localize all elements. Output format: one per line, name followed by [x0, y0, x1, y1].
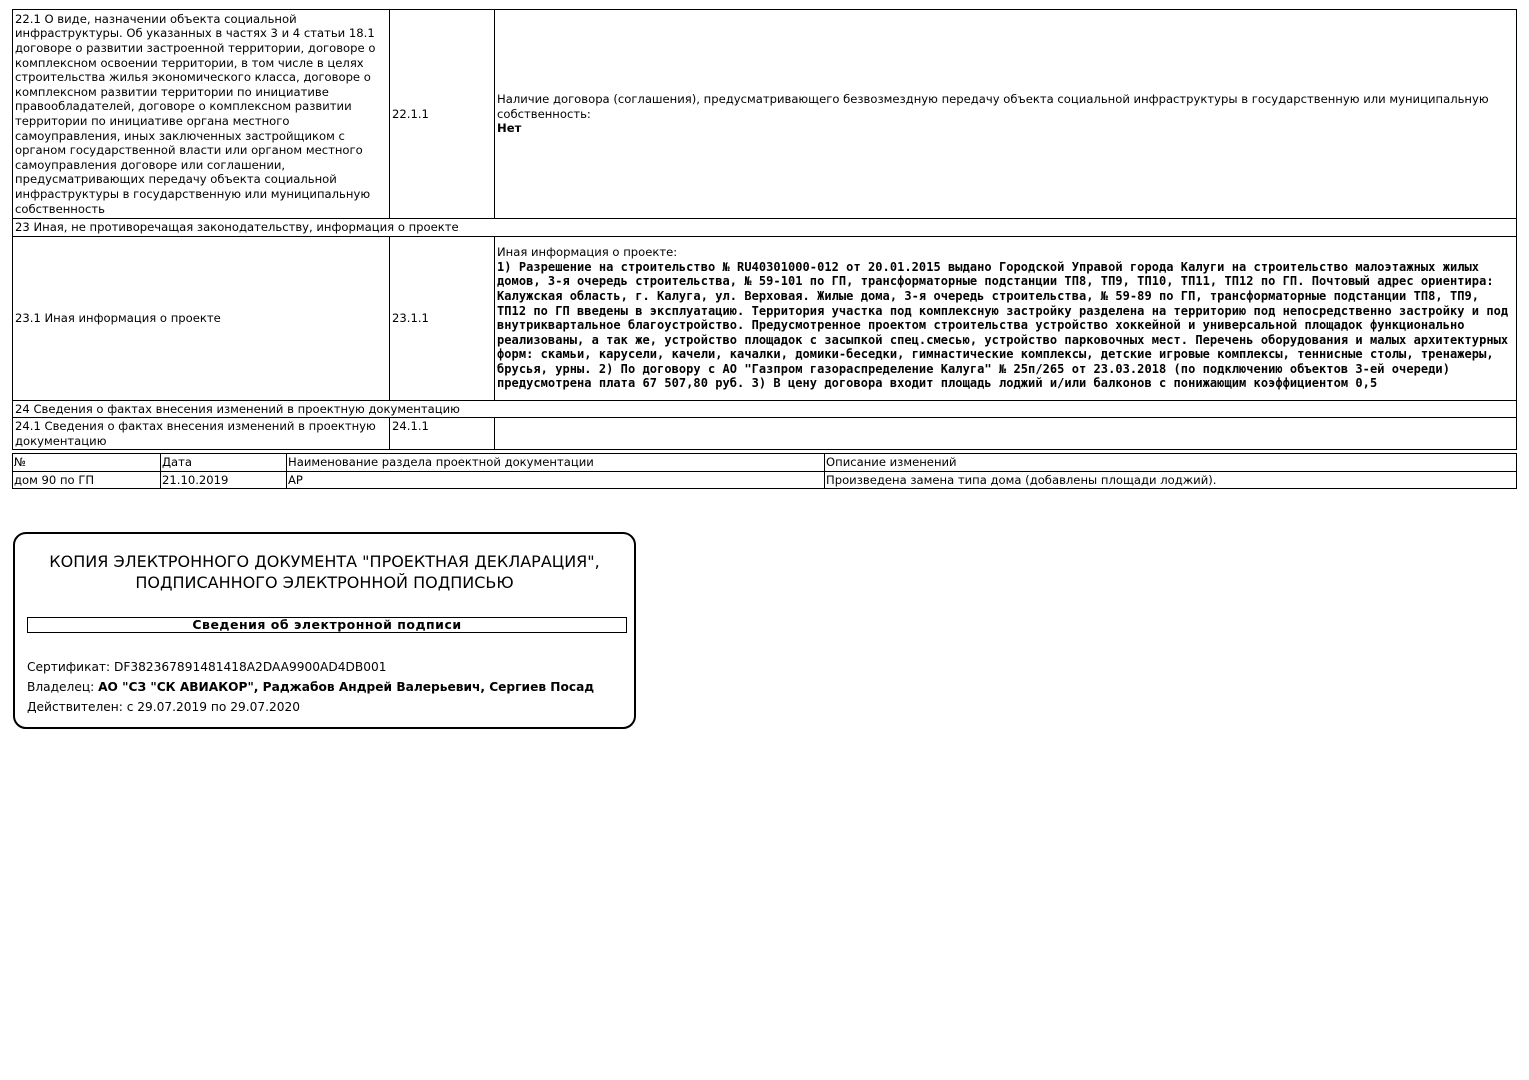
stamp-certificate [27, 659, 387, 675]
certificate-value: DF382367891481418A2DAA9900AD4DB001 [114, 660, 387, 674]
certificate-label: Сертификат: [27, 660, 115, 674]
section22-code: 22.1.1 [390, 10, 495, 219]
section23-value-cell [495, 236, 1517, 400]
section24-code: 24.1.1 [390, 418, 495, 450]
stamp-owner [27, 679, 594, 695]
section23-detail-body: 1) Разрешение на строительство № RU40301000-012 от 20.01.2015 выдано Городской Управой города Калуги на строительство малоэтажных жилых домов, 3-я очередь строительства, № 59-101 по ГП, трансформаторные подстанции ТП8, ТП9, ТП10, ТП11, ТП12 по ГП. Почтовый адрес ориентира: Калужская область, г. Калуга, ул. Верховая. Жилые дома, 3-я очередь строительства, № 59-89 по ГП, трансформаторные подстанции ТП8, ТП9, ТП12 по ГП введены в эксплуатацию. Территория участка под комплексную застройку разделена на территорию под непосредственно застройку и под внутриквартальное благоустройство. Предусмотренное проектом строительства устройство хоккейной и универсальной площадок функционально реализованы, а так же, устройство площадок с засыпкой спец.смесью, устройство парковочных мест. Перечень оборудования и малых архитектурных форм: скамьи, карусели, качели, качалки, домики-беседки, гимнастические комплексы, детские игровые комплексы, теннисные столы, тренажеры, брусья, урны. 2) По договору с АО "Газпром газораспределение Калуга" № 25п/265 от 23.03.2018 (по подключению объектов 3-ей очереди) предусмотрена плата 67 507,80 руб. 3) В цену договора входит площадь лоджий и/или балконов с понижающим коэффициентом 0,5 [497, 259, 1509, 391]
section22-value-cell [495, 10, 1517, 219]
section24-value [495, 418, 1517, 450]
change-section: АР [287, 471, 825, 489]
changes-header-number: № [13, 454, 161, 472]
changes-header-date: Дата [161, 454, 287, 472]
change-date: 21.10.2019 [161, 471, 287, 489]
changes-header-row [13, 454, 1517, 472]
changes-table [12, 453, 1517, 489]
row-24-1 [13, 418, 1517, 450]
row-22-1 [13, 10, 1517, 219]
table-row [13, 471, 1517, 489]
section23-detail-title: Иная информация о проекте: [497, 245, 678, 260]
signature-stamp [13, 532, 636, 729]
stamp-title-line1: КОПИЯ ЭЛЕКТРОННОГО ДОКУМЕНТА "ПРОЕКТНАЯ ДЕКЛАРАЦИЯ", [49, 552, 600, 571]
stamp-subtitle: Сведения об электронной подписи [27, 617, 627, 633]
section24-label: 24.1 Сведения о фактах внесения изменений в проектную документацию [13, 418, 390, 450]
section22-label: 22.1 О виде, назначении объекта социальной инфраструктуры. Об указанных в частях 3 и 4 статьи 18.1 договоре о развитии застроенной территории, договоре о комплексном освоении территории, в том числе в целях строительства жилья экономического класса, договоре о комплексном развитии территории по инициативе правообладателей, договоре о комплексном развитии территории по инициативе органа местного самоуправления, иных заключенных застройщиком с органом государственной власти или органом местного самоуправления договоре или соглашении, предусматривающих передачу объекта социальной инфраструктуры в государственную или муниципальную собственность [13, 10, 390, 219]
section22-question: Наличие договора (соглашения), предусматривающего безвозмездную передачу объекта социальной инфраструктуры в государственную или муниципальную собственность: [497, 92, 1489, 121]
change-number: дом 90 по ГП [13, 471, 161, 489]
section23-header: 23 Иная, не противоречащая законодательству, информация о проекте [13, 219, 1517, 237]
owner-label: Владелец: [27, 680, 99, 694]
declaration-table [12, 9, 1517, 450]
section23-code: 23.1.1 [390, 236, 495, 400]
change-description: Произведена замена типа дома (добавлены площади лоджий). [825, 471, 1517, 489]
row-24-header [13, 400, 1517, 418]
owner-value: АО "СЗ "СК АВИАКОР", Раджабов Андрей Валерьевич, Сергиев Посад [98, 680, 595, 694]
row-23-header [13, 219, 1517, 237]
validity-label: Действителен: [27, 700, 127, 714]
changes-header-section: Наименование раздела проектной документации [287, 454, 825, 472]
changes-header-description: Описание изменений [825, 454, 1517, 472]
section22-answer: Нет [497, 121, 522, 136]
stamp-title [15, 551, 634, 593]
stamp-title-line2: ПОДПИСАННОГО ЭЛЕКТРОННОЙ ПОДПИСЬЮ [135, 573, 514, 592]
row-23-1 [13, 236, 1517, 400]
section24-header: 24 Сведения о фактах внесения изменений в проектную документацию [13, 400, 1517, 418]
section23-label: 23.1 Иная информация о проекте [13, 236, 390, 400]
validity-value: с 29.07.2019 по 29.07.2020 [126, 700, 300, 714]
stamp-validity [27, 699, 300, 715]
